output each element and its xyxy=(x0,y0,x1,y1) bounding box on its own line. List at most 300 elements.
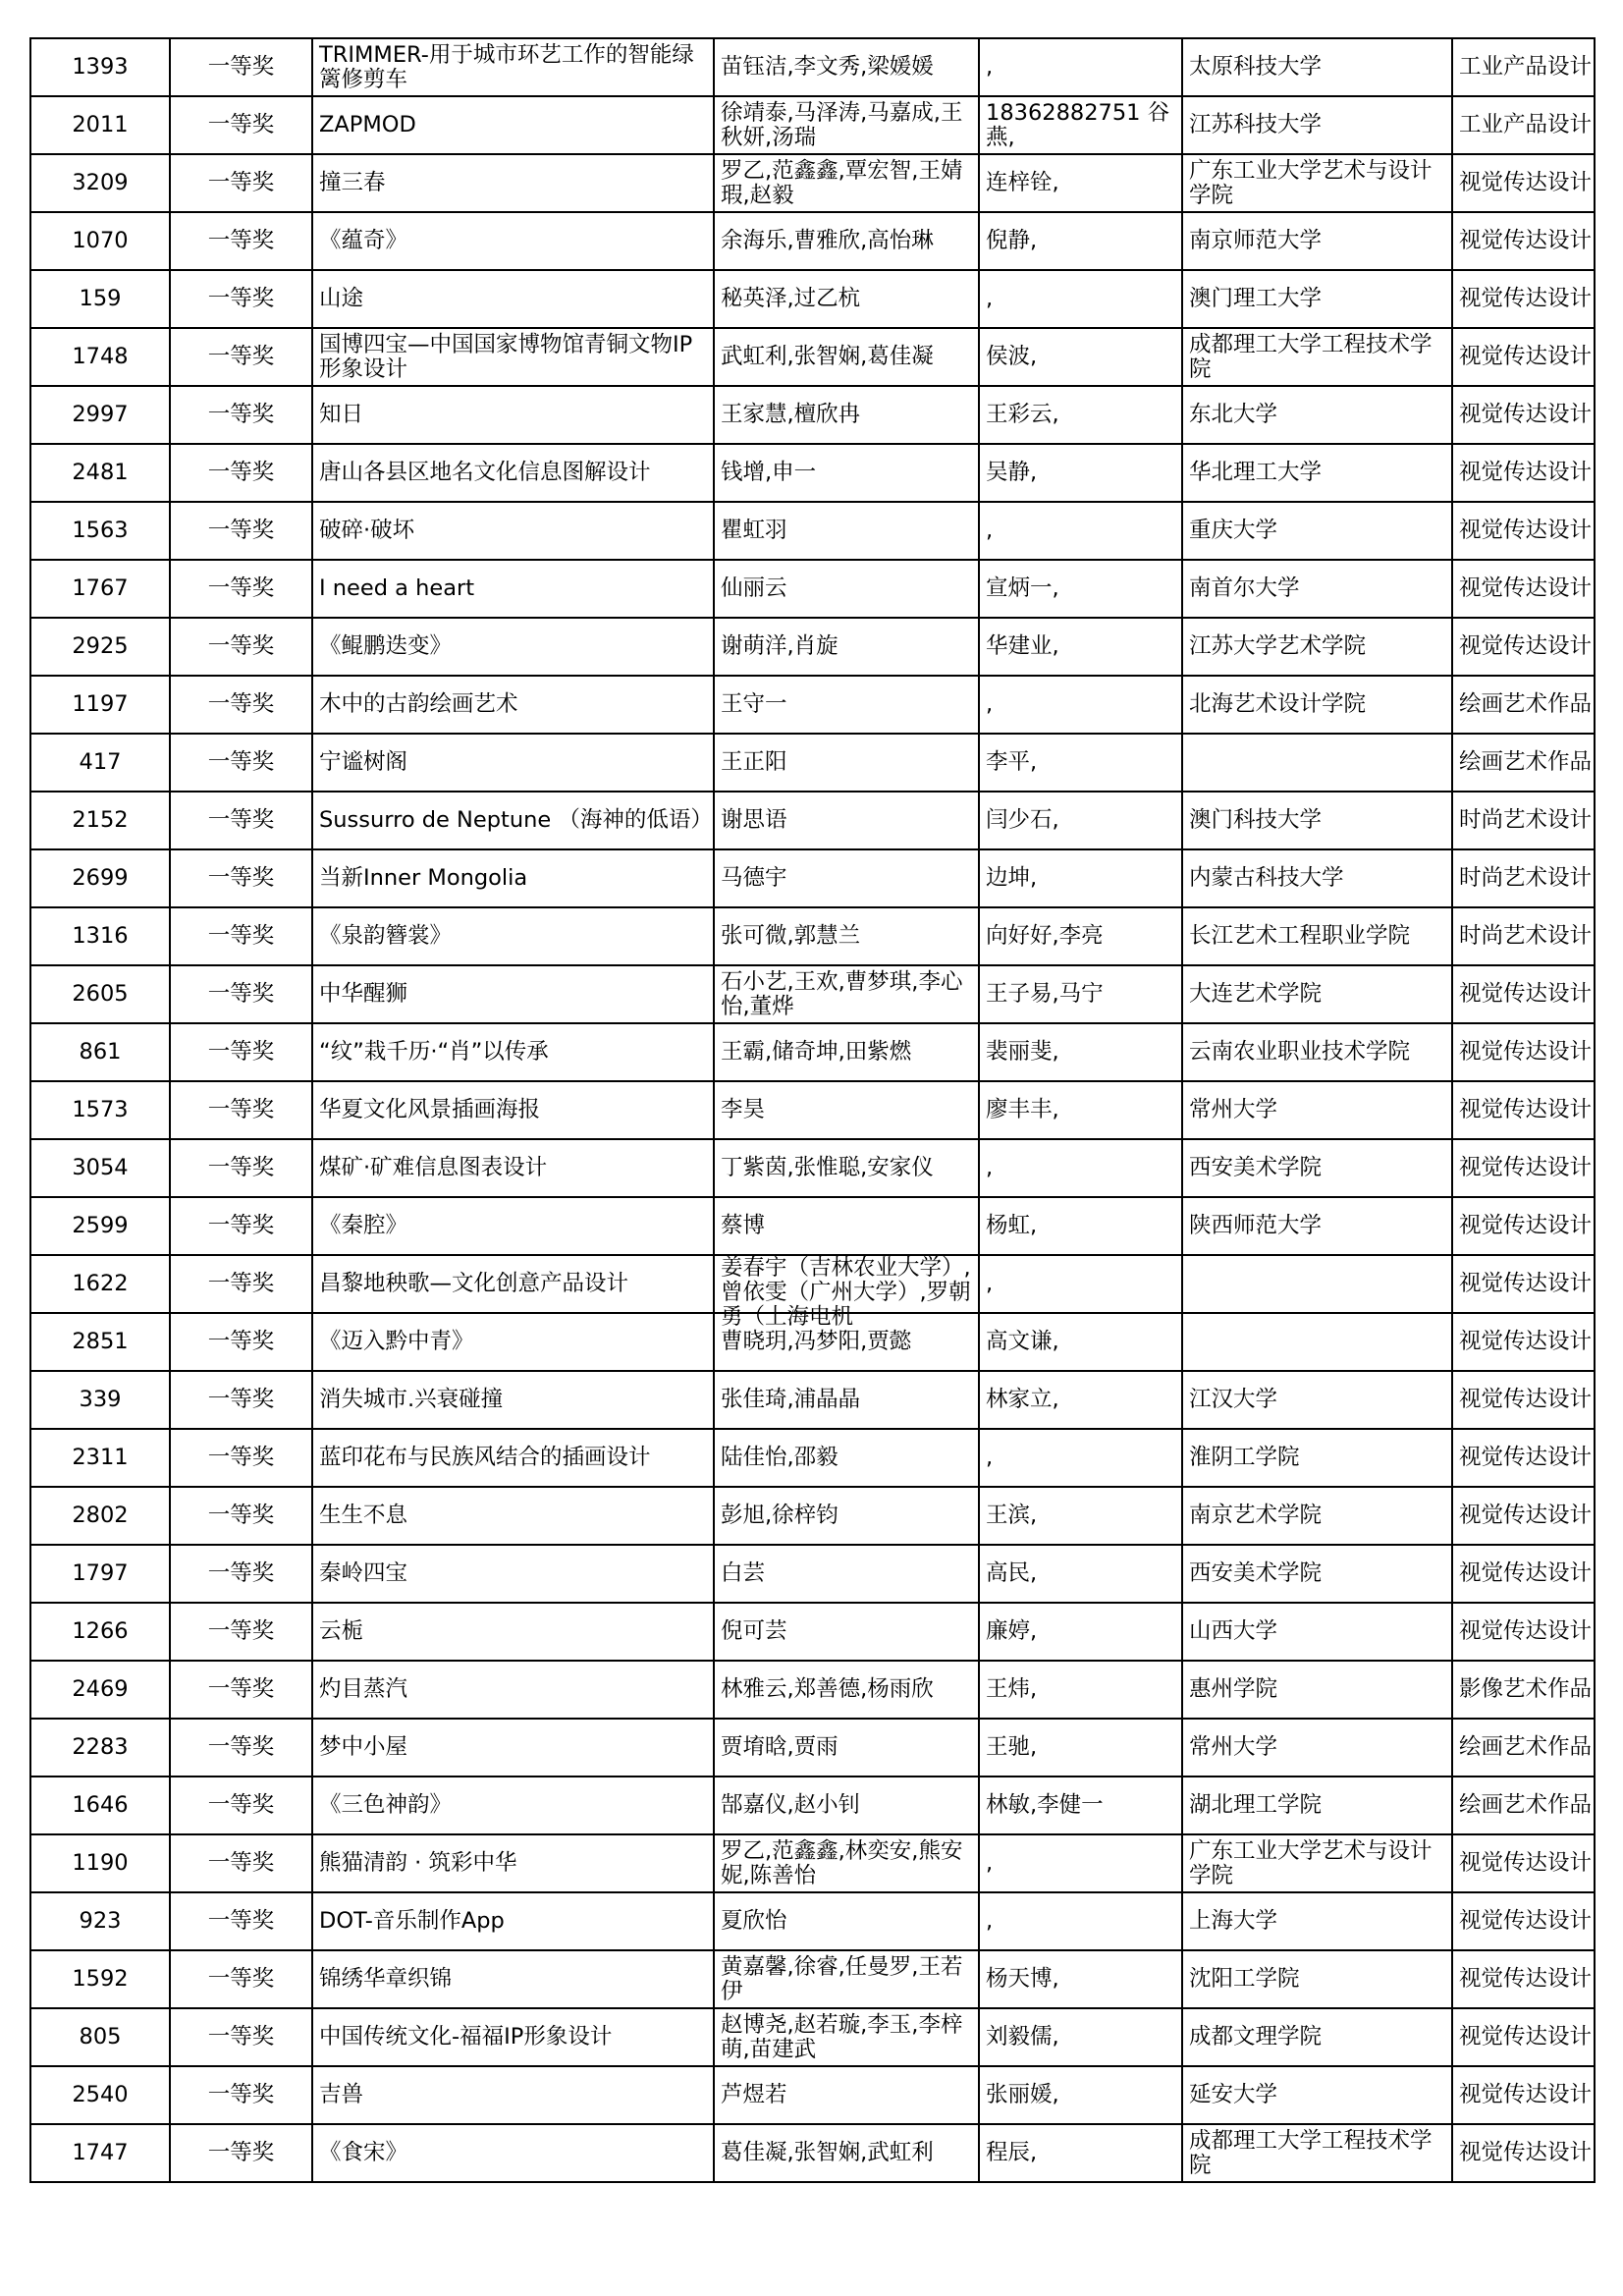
authors-cell xyxy=(714,1197,979,1255)
entry-id-cell xyxy=(30,386,170,444)
school-cell xyxy=(1182,1892,1452,1950)
advisors-cell xyxy=(979,328,1182,386)
advisors-cell xyxy=(979,1777,1182,1834)
school-text: 广东工业大学艺术与设计学院 xyxy=(1189,157,1433,208)
entry-id-cell xyxy=(30,1603,170,1661)
authors-text: 苗钰洁,李文秀,梁媛媛 xyxy=(721,54,934,80)
award-level-text: 一等奖 xyxy=(207,1213,275,1238)
advisors-text: , xyxy=(986,691,994,717)
school-text: 陕西师范大学 xyxy=(1189,1213,1323,1238)
work-title-text: 《蕴奇》 xyxy=(319,228,408,253)
school-cell xyxy=(1182,1777,1452,1834)
school-text: 湖北理工学院 xyxy=(1189,1792,1323,1818)
advisors-text: , xyxy=(986,54,994,80)
category-cell xyxy=(1452,1834,1595,1892)
work-title-text: 灼目蒸汽 xyxy=(319,1676,408,1702)
category-text: 视觉传达设计 xyxy=(1459,170,1593,195)
authors-text: 姜春宇（吉林农业大学）,曾依雯（广州大学）,罗朝勇（上海电机 xyxy=(721,1255,971,1330)
work-title-text: “纹”栽千历·“肖”以传承 xyxy=(319,1039,549,1065)
award-level-cell xyxy=(170,907,312,965)
category-text: 视觉传达设计 xyxy=(1459,1039,1593,1065)
work-title-cell xyxy=(312,328,714,386)
school-text: 西安美术学院 xyxy=(1189,1155,1323,1180)
award-level-cell xyxy=(170,270,312,328)
award-level-text: 一等奖 xyxy=(207,1329,275,1354)
award-level-text: 一等奖 xyxy=(207,2024,275,2050)
school-cell xyxy=(1182,1081,1452,1139)
advisors-cell xyxy=(979,1371,1182,1429)
award-level-cell xyxy=(170,965,312,1023)
work-title-text: 破碎·破坏 xyxy=(319,518,415,543)
entry-id-text: 2599 xyxy=(72,1213,129,1238)
school-cell xyxy=(1182,1661,1452,1719)
table-row xyxy=(30,1487,1595,1545)
work-title-cell xyxy=(312,1371,714,1429)
entry-id-text: 417 xyxy=(79,749,122,775)
school-cell xyxy=(1182,1313,1452,1371)
award-level-cell xyxy=(170,1777,312,1834)
authors-text: 丁紫茵,张惟聪,安家仪 xyxy=(721,1155,934,1180)
award-level-cell xyxy=(170,1487,312,1545)
school-text: 内蒙古科技大学 xyxy=(1189,865,1344,891)
entry-id-text: 1266 xyxy=(72,1618,129,1644)
authors-cell xyxy=(714,2124,979,2182)
advisors-cell xyxy=(979,444,1182,502)
award-level-text: 一等奖 xyxy=(207,1271,275,1296)
category-cell xyxy=(1452,502,1595,560)
school-cell xyxy=(1182,1834,1452,1892)
category-cell xyxy=(1452,1197,1595,1255)
authors-cell xyxy=(714,1081,979,1139)
award-level-text: 一等奖 xyxy=(207,286,275,311)
advisors-cell xyxy=(979,1313,1182,1371)
category-cell xyxy=(1452,1429,1595,1487)
award-level-text: 一等奖 xyxy=(207,1676,275,1702)
category-cell xyxy=(1452,849,1595,907)
authors-text: 李昊 xyxy=(721,1097,766,1122)
category-cell xyxy=(1452,734,1595,792)
authors-text: 王霸,储奇坤,田紫燃 xyxy=(721,1039,912,1065)
category-cell xyxy=(1452,1950,1595,2008)
school-cell xyxy=(1182,2066,1452,2124)
table-row xyxy=(30,560,1595,618)
award-level-text: 一等奖 xyxy=(207,1850,275,1876)
school-cell xyxy=(1182,792,1452,849)
advisors-cell xyxy=(979,965,1182,1023)
advisors-cell xyxy=(979,1719,1182,1777)
school-text: 长江艺术工程职业学院 xyxy=(1189,923,1411,949)
school-cell xyxy=(1182,1139,1452,1197)
entry-id-text: 1592 xyxy=(72,1966,129,1992)
category-text: 时尚艺术设计 xyxy=(1459,807,1593,833)
entry-id-text: 1190 xyxy=(72,1850,129,1876)
school-text: 南首尔大学 xyxy=(1189,575,1300,601)
award-level-text: 一等奖 xyxy=(207,1734,275,1760)
award-level-cell xyxy=(170,1719,312,1777)
category-cell xyxy=(1452,2008,1595,2066)
award-level-text: 一等奖 xyxy=(207,344,275,369)
authors-text: 罗乙,范鑫鑫,覃宏智,王婧瑕,赵毅 xyxy=(721,157,963,208)
advisors-text: 杨天博, xyxy=(986,1966,1059,1992)
award-level-cell xyxy=(170,1081,312,1139)
table-row xyxy=(30,444,1595,502)
authors-text: 武虹利,张智娴,葛佳凝 xyxy=(721,344,934,369)
entry-id-cell xyxy=(30,1081,170,1139)
award-level-cell xyxy=(170,734,312,792)
work-title-text: 秦岭四宝 xyxy=(319,1560,408,1586)
school-cell xyxy=(1182,1371,1452,1429)
work-title-text: 国博四宝—中国国家博物馆青铜文物IP形象设计 xyxy=(319,331,693,382)
work-title-cell xyxy=(312,849,714,907)
work-title-text: DOT-音乐制作App xyxy=(319,1908,505,1934)
entry-id-text: 3209 xyxy=(72,170,129,195)
award-level-cell xyxy=(170,1255,312,1313)
entry-id-cell xyxy=(30,1719,170,1777)
entry-id-text: 2481 xyxy=(72,460,129,485)
authors-cell xyxy=(714,38,979,96)
work-title-text: 《秦腔》 xyxy=(319,1213,408,1238)
authors-text: 仙丽云 xyxy=(721,575,787,601)
award-level-text: 一等奖 xyxy=(207,691,275,717)
advisors-text: 连梓铨, xyxy=(986,170,1059,195)
table-row xyxy=(30,1719,1595,1777)
category-cell xyxy=(1452,1603,1595,1661)
award-level-cell xyxy=(170,676,312,734)
work-title-cell xyxy=(312,270,714,328)
category-text: 时尚艺术设计 xyxy=(1459,865,1593,891)
school-cell xyxy=(1182,618,1452,676)
authors-cell xyxy=(714,1892,979,1950)
advisors-cell xyxy=(979,618,1182,676)
table-row xyxy=(30,849,1595,907)
work-title-cell xyxy=(312,2066,714,2124)
category-cell xyxy=(1452,1892,1595,1950)
category-text: 影像艺术作品 xyxy=(1459,1676,1593,1702)
work-title-cell xyxy=(312,444,714,502)
award-level-cell xyxy=(170,1603,312,1661)
authors-text: 谢思语 xyxy=(721,807,787,833)
category-text: 视觉传达设计 xyxy=(1459,1387,1593,1412)
advisors-text: 李平, xyxy=(986,749,1038,775)
entry-id-cell xyxy=(30,2008,170,2066)
school-text: 江汉大学 xyxy=(1189,1387,1278,1412)
entry-id-text: 1646 xyxy=(72,1792,129,1818)
table-row xyxy=(30,1892,1595,1950)
authors-text: 石小艺,王欢,曹梦琪,李心怡,董烨 xyxy=(721,968,963,1019)
school-text: 大连艺术学院 xyxy=(1189,981,1323,1007)
award-level-cell xyxy=(170,2066,312,2124)
advisors-cell xyxy=(979,212,1182,270)
entry-id-cell xyxy=(30,1545,170,1603)
category-cell xyxy=(1452,1487,1595,1545)
award-level-text: 一等奖 xyxy=(207,1908,275,1934)
advisors-text: 王驰, xyxy=(986,1734,1038,1760)
entry-id-text: 1748 xyxy=(72,344,129,369)
category-cell xyxy=(1452,1313,1595,1371)
advisors-cell xyxy=(979,1487,1182,1545)
school-text: 澳门理工大学 xyxy=(1189,286,1323,311)
authors-text: 徐靖泰,马泽涛,马嘉成,王秋妍,汤瑞 xyxy=(721,99,963,150)
authors-text: 马德宇 xyxy=(721,865,787,891)
entry-id-text: 2605 xyxy=(72,981,129,1007)
authors-text: 王守一 xyxy=(721,691,787,717)
entry-id-cell xyxy=(30,2124,170,2182)
award-level-text: 一等奖 xyxy=(207,1445,275,1470)
table-row xyxy=(30,1950,1595,2008)
award-level-text: 一等奖 xyxy=(207,2082,275,2107)
advisors-text: 林家立, xyxy=(986,1387,1059,1412)
advisors-text: 廉婷, xyxy=(986,1618,1038,1644)
advisors-text: 高民, xyxy=(986,1560,1038,1586)
advisors-cell xyxy=(979,1950,1182,2008)
school-text: 成都文理学院 xyxy=(1189,2024,1323,2050)
school-cell xyxy=(1182,38,1452,96)
work-title-text: 熊猫清韵 · 筑彩中华 xyxy=(319,1850,517,1876)
authors-cell xyxy=(714,270,979,328)
work-title-text: 中华醒狮 xyxy=(319,981,408,1007)
award-level-cell xyxy=(170,1661,312,1719)
category-text: 视觉传达设计 xyxy=(1459,1445,1593,1470)
work-title-text: 华夏文化风景插画海报 xyxy=(319,1097,541,1122)
school-text: 重庆大学 xyxy=(1189,518,1278,543)
authors-text: 秘英泽,过乙杭 xyxy=(721,286,861,311)
school-cell xyxy=(1182,328,1452,386)
category-text: 视觉传达设计 xyxy=(1459,1503,1593,1528)
award-level-cell xyxy=(170,1834,312,1892)
entry-id-cell xyxy=(30,1777,170,1834)
table-row xyxy=(30,270,1595,328)
authors-text: 罗乙,范鑫鑫,林奕安,熊安妮,陈善怡 xyxy=(721,1837,963,1888)
school-cell xyxy=(1182,2008,1452,2066)
school-cell xyxy=(1182,1545,1452,1603)
work-title-cell xyxy=(312,1081,714,1139)
entry-id-text: 1747 xyxy=(72,2140,129,2165)
entry-id-cell xyxy=(30,1892,170,1950)
advisors-cell xyxy=(979,1139,1182,1197)
advisors-text: 华建业, xyxy=(986,633,1059,659)
work-title-text: 山途 xyxy=(319,286,364,311)
authors-text: 王家慧,檀欣冉 xyxy=(721,402,861,427)
work-title-cell xyxy=(312,1139,714,1197)
award-level-text: 一等奖 xyxy=(207,1792,275,1818)
entry-id-cell xyxy=(30,792,170,849)
authors-cell xyxy=(714,560,979,618)
entry-id-cell xyxy=(30,212,170,270)
entry-id-cell xyxy=(30,444,170,502)
category-text: 视觉传达设计 xyxy=(1459,1271,1593,1296)
entry-id-text: 2699 xyxy=(72,865,129,891)
award-level-cell xyxy=(170,1313,312,1371)
category-text: 视觉传达设计 xyxy=(1459,518,1593,543)
work-title-text: 昌黎地秧歌—文化创意产品设计 xyxy=(319,1271,629,1296)
entry-id-text: 1316 xyxy=(72,923,129,949)
award-level-text: 一等奖 xyxy=(207,981,275,1007)
entry-id-text: 159 xyxy=(79,286,122,311)
work-title-text: 吉兽 xyxy=(319,2082,364,2107)
school-cell xyxy=(1182,96,1452,154)
work-title-text: 中国传统文化-福福IP形象设计 xyxy=(319,2024,613,2050)
authors-cell xyxy=(714,2066,979,2124)
authors-text: 瞿虹羽 xyxy=(721,518,787,543)
authors-cell xyxy=(714,1429,979,1487)
authors-text: 谢萌洋,肖旋 xyxy=(721,633,839,659)
authors-cell xyxy=(714,734,979,792)
category-text: 视觉传达设计 xyxy=(1459,981,1593,1007)
award-level-cell xyxy=(170,1545,312,1603)
authors-cell xyxy=(714,1139,979,1197)
work-title-text: ZAPMOD xyxy=(319,112,416,137)
table-row xyxy=(30,1371,1595,1429)
school-cell xyxy=(1182,849,1452,907)
category-text: 视觉传达设计 xyxy=(1459,1618,1593,1644)
authors-cell xyxy=(714,154,979,212)
award-level-text: 一等奖 xyxy=(207,2140,275,2165)
school-cell xyxy=(1182,734,1452,792)
authors-cell xyxy=(714,212,979,270)
award-level-cell xyxy=(170,2008,312,2066)
school-cell xyxy=(1182,502,1452,560)
category-cell xyxy=(1452,1719,1595,1777)
award-level-cell xyxy=(170,792,312,849)
advisors-cell xyxy=(979,270,1182,328)
school-text: 常州大学 xyxy=(1189,1097,1278,1122)
category-text: 绘画艺术作品 xyxy=(1459,749,1593,775)
award-level-cell xyxy=(170,386,312,444)
work-title-cell xyxy=(312,502,714,560)
work-title-cell xyxy=(312,734,714,792)
category-text: 视觉传达设计 xyxy=(1459,2140,1593,2165)
table-row xyxy=(30,734,1595,792)
authors-text: 郜嘉仪,赵小钊 xyxy=(721,1792,861,1818)
authors-cell xyxy=(714,1487,979,1545)
category-cell xyxy=(1452,386,1595,444)
authors-text: 钱增,申一 xyxy=(721,460,817,485)
authors-text: 贾堉晗,贾雨 xyxy=(721,1734,839,1760)
category-text: 视觉传达设计 xyxy=(1459,1908,1593,1934)
table-row xyxy=(30,212,1595,270)
authors-cell xyxy=(714,676,979,734)
school-text: 山西大学 xyxy=(1189,1618,1278,1644)
advisors-cell xyxy=(979,2066,1182,2124)
entry-id-text: 1622 xyxy=(72,1271,129,1296)
work-title-text: TRIMMER-用于城市环艺工作的智能绿篱修剪车 xyxy=(319,41,694,92)
work-title-text: 梦中小屋 xyxy=(319,1734,408,1760)
school-cell xyxy=(1182,2124,1452,2182)
authors-cell xyxy=(714,618,979,676)
entry-id-cell xyxy=(30,270,170,328)
authors-cell xyxy=(714,1545,979,1603)
table-row xyxy=(30,1139,1595,1197)
advisors-cell xyxy=(979,1255,1182,1313)
authors-cell xyxy=(714,1834,979,1892)
entry-id-cell xyxy=(30,965,170,1023)
work-title-text: Sussurro de Neptune （海神的低语） xyxy=(319,807,713,833)
advisors-text: 刘毅儒, xyxy=(986,2024,1059,2050)
table-row xyxy=(30,154,1595,212)
entry-id-text: 2802 xyxy=(72,1503,129,1528)
award-level-text: 一等奖 xyxy=(207,749,275,775)
entry-id-text: 1797 xyxy=(72,1560,129,1586)
award-level-cell xyxy=(170,502,312,560)
work-title-text: 煤矿·矿难信息图表设计 xyxy=(319,1155,548,1180)
school-cell xyxy=(1182,560,1452,618)
advisors-cell xyxy=(979,1603,1182,1661)
category-text: 工业产品设计 xyxy=(1459,54,1593,80)
work-title-cell xyxy=(312,1834,714,1892)
category-text: 视觉传达设计 xyxy=(1459,633,1593,659)
advisors-text: , xyxy=(986,286,994,311)
work-title-text: I need a heart xyxy=(319,575,475,601)
entry-id-cell xyxy=(30,1139,170,1197)
school-text: 太原科技大学 xyxy=(1189,54,1323,80)
school-cell xyxy=(1182,1197,1452,1255)
advisors-cell xyxy=(979,2124,1182,2182)
authors-cell xyxy=(714,1661,979,1719)
authors-text: 陆佳怡,邵毅 xyxy=(721,1445,839,1470)
award-level-cell xyxy=(170,849,312,907)
table-row xyxy=(30,676,1595,734)
authors-text: 林雅云,郑善德,杨雨欣 xyxy=(721,1676,934,1702)
authors-text: 赵博尧,赵若璇,李玉,李梓萌,苗建武 xyxy=(721,2011,963,2062)
category-cell xyxy=(1452,328,1595,386)
school-text: 成都理工大学工程技术学院 xyxy=(1189,2127,1433,2178)
work-title-text: 锦绣华章织锦 xyxy=(319,1966,453,1992)
category-cell xyxy=(1452,792,1595,849)
category-text: 视觉传达设计 xyxy=(1459,460,1593,485)
work-title-cell xyxy=(312,1661,714,1719)
advisors-text: , xyxy=(986,1908,994,1934)
school-cell xyxy=(1182,270,1452,328)
advisors-text: 边坤, xyxy=(986,865,1038,891)
award-level-cell xyxy=(170,618,312,676)
authors-text: 曹晓玥,冯梦阳,贾懿 xyxy=(721,1329,912,1354)
advisors-text: 高文谦, xyxy=(986,1329,1059,1354)
school-text: 华北理工大学 xyxy=(1189,460,1323,485)
table-row xyxy=(30,2008,1595,2066)
entry-id-text: 2469 xyxy=(72,1676,129,1702)
work-title-text: 《三色神韵》 xyxy=(319,1792,453,1818)
entry-id-text: 1767 xyxy=(72,575,129,601)
award-level-text: 一等奖 xyxy=(207,1966,275,1992)
category-text: 绘画艺术作品 xyxy=(1459,1792,1593,1818)
award-level-text: 一等奖 xyxy=(207,1155,275,1180)
work-title-cell xyxy=(312,560,714,618)
entry-id-text: 2311 xyxy=(72,1445,129,1470)
advisors-cell xyxy=(979,560,1182,618)
school-text: 常州大学 xyxy=(1189,1734,1278,1760)
authors-cell xyxy=(714,1371,979,1429)
work-title-text: 蓝印花布与民族风结合的插画设计 xyxy=(319,1445,651,1470)
work-title-cell xyxy=(312,792,714,849)
advisors-cell xyxy=(979,1197,1182,1255)
school-cell xyxy=(1182,1487,1452,1545)
category-cell xyxy=(1452,1371,1595,1429)
award-level-text: 一等奖 xyxy=(207,1503,275,1528)
award-level-cell xyxy=(170,1197,312,1255)
advisors-text: , xyxy=(986,1850,994,1876)
school-text: 东北大学 xyxy=(1189,402,1278,427)
entry-id-cell xyxy=(30,1661,170,1719)
advisors-text: 林敏,李健一 xyxy=(986,1792,1104,1818)
award-level-text: 一等奖 xyxy=(207,228,275,253)
table-body xyxy=(30,38,1595,2182)
work-title-cell xyxy=(312,1892,714,1950)
category-text: 视觉传达设计 xyxy=(1459,2024,1593,2050)
entry-id-cell xyxy=(30,676,170,734)
table-row xyxy=(30,1255,1595,1313)
advisors-cell xyxy=(979,1545,1182,1603)
school-cell xyxy=(1182,1255,1452,1313)
